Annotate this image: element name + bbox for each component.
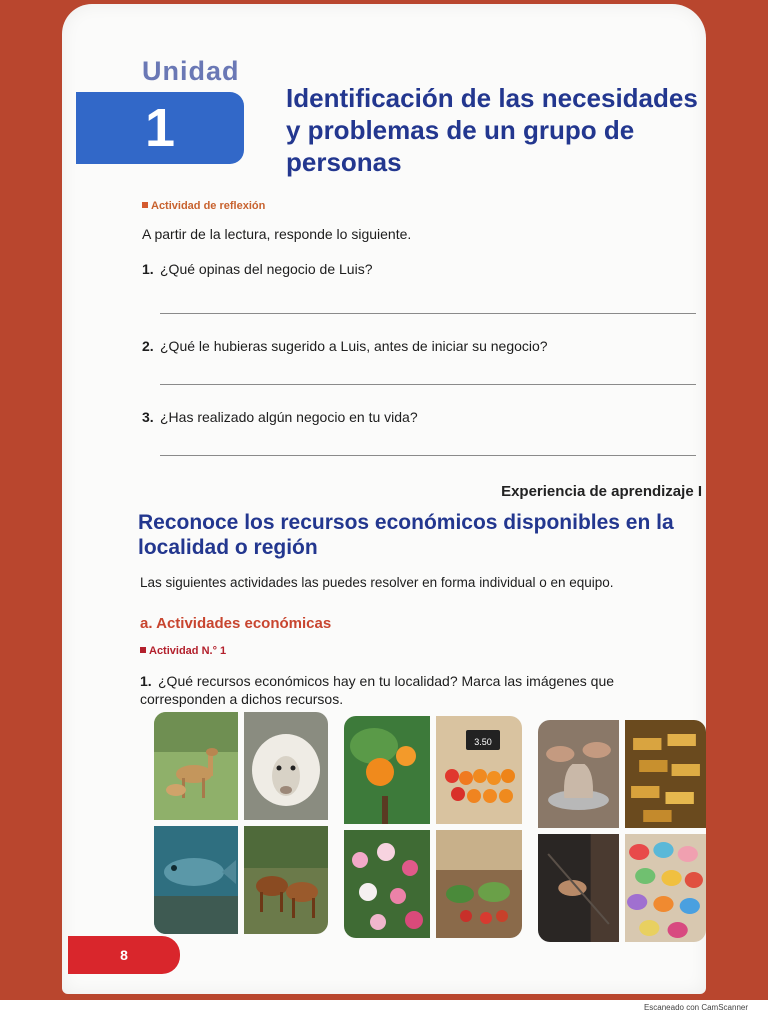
image-group-animals [154,712,328,934]
answer-line-3[interactable] [160,455,696,456]
section-title: Reconoce los recursos económicos disponibles en la localidad o región [138,511,674,559]
answer-line-1[interactable] [160,313,696,314]
section-intro: Las siguientes actividades las puedes resolver en forma individual o en equipo. [140,575,614,590]
sheep-icon[interactable] [244,712,328,820]
question-2: 2. ¿Qué le hubieras sugerido a Luis, antes de iniciar su negocio? [142,338,548,354]
answer-line-2[interactable] [160,384,696,385]
flowers-icon[interactable] [344,830,430,938]
subsection-title: a. Actividades económicas [140,615,332,632]
book-page [62,4,706,994]
unit-number-badge [76,92,244,164]
market-fruit-icon[interactable] [436,716,522,824]
image-group-agriculture [344,716,522,938]
activity-tag: Actividad N.° 1 [140,645,226,657]
oranges-tree-icon[interactable] [344,716,430,824]
unit-label: Unidad [142,56,240,86]
page-number-badge [68,936,180,974]
page-number: 8 [120,947,128,963]
question-3: 3. ¿Has realizado algún negocio en tu vida? [142,409,418,425]
gold-bars-icon[interactable] [625,720,706,828]
reflection-intro: A partir de la lectura, responde lo siguiente. [142,226,412,242]
cattle-icon[interactable] [244,826,328,934]
vicuna-icon[interactable] [154,712,238,820]
square-bullet-icon [142,202,148,208]
unit-number: 1 [144,98,176,158]
reflection-tag: Actividad de reflexión [142,200,265,212]
scanner-watermark: Escaneado con CamScanner [643,1003,748,1012]
experience-label: Experiencia de aprendizaje I [501,483,702,500]
pottery-icon[interactable] [538,720,619,828]
question-1: 1. ¿Qué opinas del negocio de Luis? [142,261,373,277]
colored-stones-icon[interactable] [625,834,706,942]
weaving-icon[interactable] [538,834,619,942]
fish-icon[interactable] [154,826,238,934]
square-bullet-icon [140,647,146,653]
activity-question: 1. ¿Qué recursos económicos hay en tu localidad? Marca las imágenes que corresponden a dichos recursos. [140,673,615,707]
image-group-crafts-minerals [538,720,706,942]
unit-title: Identificación de las necesidades y problemas de un grupo de personas [286,83,698,177]
vegetables-icon[interactable] [436,830,522,938]
price-tag-text: 3.50 [474,737,492,747]
